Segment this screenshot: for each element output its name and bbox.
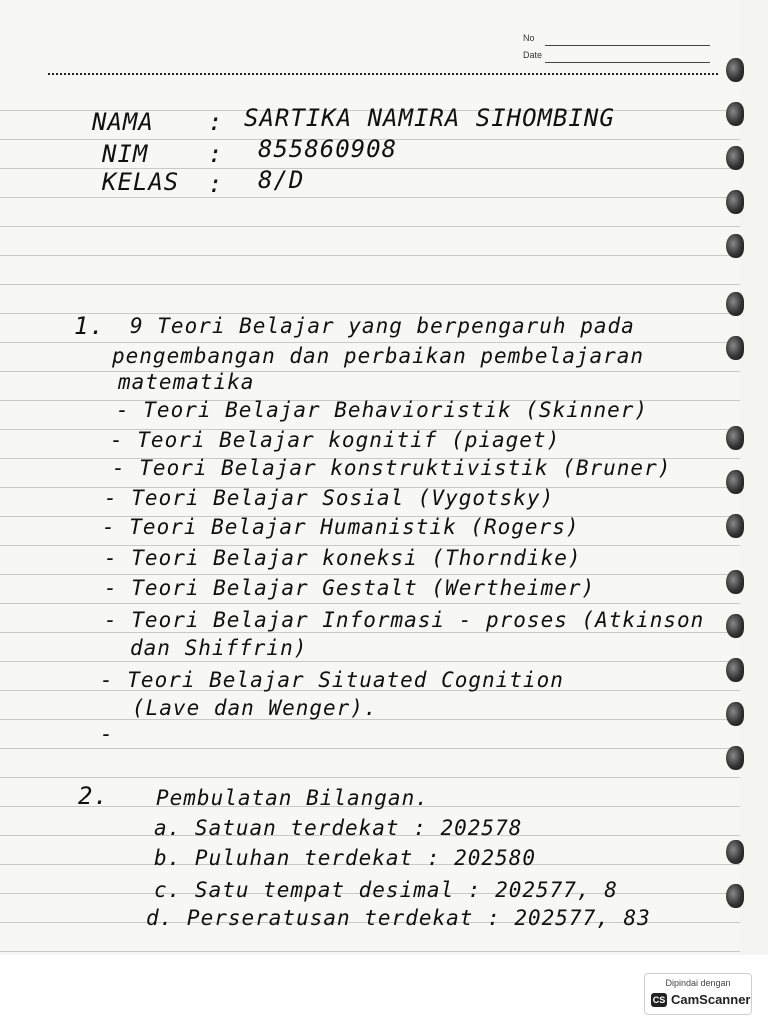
nama-separator: : <box>208 108 224 136</box>
kelas-separator: : <box>208 170 224 198</box>
kelas-label: KELAS <box>102 168 180 196</box>
kelas-value: 8/D <box>258 166 305 194</box>
q1-item-informasi-proses: - Teori Belajar Informasi - proses (Atkinson <box>104 608 705 632</box>
q1-number: 1. <box>74 312 105 340</box>
q1-item-sosial: - Teori Belajar Sosial (Vygotsky) <box>104 486 555 510</box>
q1-intro-line-2: pengembangan dan perbaikan pembelajaran <box>112 344 645 368</box>
page-header-area <box>0 0 740 80</box>
q1-item-situated-cognition: - Teori Belajar Situated Cognition <box>100 668 564 692</box>
nim-value: 855860908 <box>258 135 398 163</box>
no-line <box>545 45 710 46</box>
q2-number: 2. <box>78 782 109 810</box>
q2-item-a: a. Satuan terdekat : 202578 <box>154 816 523 840</box>
q1-item-humanistik: - Teori Belajar Humanistik (Rogers) <box>102 515 580 539</box>
camscanner-badge <box>644 973 752 1015</box>
nama-value: SARTIKA NAMIRA SIHOMBING <box>244 104 615 132</box>
nim-label: NIM <box>102 140 149 168</box>
scanner-name: CamScanner <box>671 992 751 1007</box>
q2-item-b: b. Puluhan terdekat : 202580 <box>154 846 537 870</box>
q1-item-behavioristik: - Teori Belajar Behavioristik (Skinner) <box>116 398 649 422</box>
spiral-binding <box>726 40 766 1000</box>
q1-item-kognitif: - Teori Belajar kognitif (piaget) <box>110 428 561 452</box>
header-rule <box>48 73 718 75</box>
q1-item-informasi-proses-cont: dan Shiffrin) <box>130 636 308 660</box>
scanner-caption: Dipindai dengan <box>665 978 731 988</box>
no-label: No <box>523 33 535 43</box>
q1-intro-line-3: matematika <box>118 370 255 394</box>
q1-item-situated-cognition-cont: (Lave dan Wenger). <box>132 696 378 720</box>
q2-item-c: c. Satu tempat desimal : 202577, 8 <box>154 878 618 902</box>
camscanner-logo-icon: CS <box>652 995 666 1005</box>
q1-item-koneksi: - Teori Belajar koneksi (Thorndike) <box>104 546 582 570</box>
nim-separator: : <box>208 140 224 168</box>
q2-title: Pembulatan Bilangan. <box>156 786 429 810</box>
q1-item-gestalt: - Teori Belajar Gestalt (Wertheimer) <box>104 576 596 600</box>
date-label: Date <box>523 50 543 60</box>
q1-intro-line-1: 9 Teori Belajar yang berpengaruh pada <box>130 314 635 338</box>
date-line <box>545 62 710 63</box>
q1-item-konstruktivistik: - Teori Belajar konstruktivistik (Bruner) <box>112 456 672 480</box>
nama-label: NAMA <box>92 108 154 136</box>
q1-trailing-dash: - <box>100 722 114 746</box>
q2-item-d: d. Perseratusan terdekat : 202577, 83 <box>146 906 651 930</box>
